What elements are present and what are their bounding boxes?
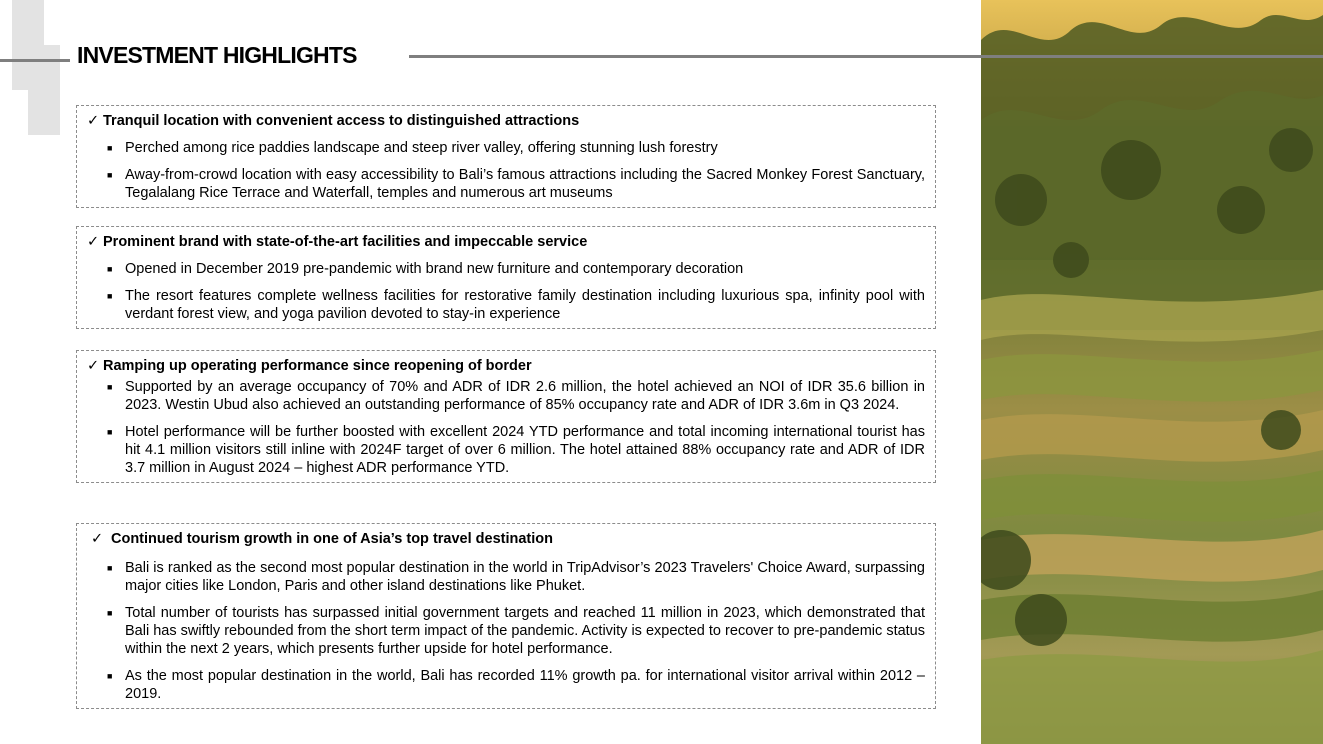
checkmark-icon: ✓	[91, 531, 104, 547]
bullet-text: As the most popular destination in the world, Bali has recorded 11% growth pa. for international visitor arrival within 2012 – 2019.	[125, 668, 925, 702]
title-rule-right	[409, 55, 1323, 58]
bullet-text: Perched among rice paddies landscape and steep river valley, offering stunning lush forestry	[125, 140, 718, 156]
bullet-list	[87, 559, 925, 703]
bullet-icon: ■	[107, 608, 113, 618]
highlight-section-brand	[76, 226, 936, 329]
bullet-list	[87, 139, 925, 202]
bullet-icon: ■	[107, 170, 113, 180]
checkmark-icon: ✓	[87, 358, 100, 374]
section-heading-text: Prominent brand with state-of-the-art facilities and impeccable service	[103, 234, 588, 250]
rice-terrace-photo	[981, 0, 1323, 744]
list-item	[87, 378, 925, 414]
bullet-icon: ■	[107, 671, 113, 681]
bullet-text: Hotel performance will be further boosted with excellent 2024 YTD performance and total incoming international tourist has hit 4.1 million visitors still inline with 2024F target of over 6 million. The hotel attained 88% occupancy rate and ADR of IDR 3.7 million in August 2024 – highest ADR performance YTD.	[125, 424, 925, 476]
section-heading	[87, 233, 925, 251]
bullet-text: Bali is ranked as the second most popular destination in the world in TripAdvisor’s 2023 Travelers' Choice Award, surpassing major cities like London, Paris and other island destinations like Phuket.	[125, 560, 925, 594]
bullet-icon: ■	[107, 264, 113, 274]
section-heading-text: Continued tourism growth in one of Asia’s top travel destination	[111, 531, 553, 547]
highlight-section-location	[76, 105, 936, 208]
bullet-list	[87, 378, 925, 477]
bullet-text: Opened in December 2019 pre-pandemic with brand new furniture and contemporary decoration	[125, 261, 744, 277]
bullet-icon: ■	[107, 563, 113, 573]
list-item	[87, 260, 925, 278]
list-item	[87, 287, 925, 323]
bullet-icon: ■	[107, 382, 113, 392]
section-heading	[87, 357, 925, 375]
bullet-list	[87, 260, 925, 323]
bullet-text: Supported by an average occupancy of 70% and ADR of IDR 2.6 million, the hotel achieved an NOI of IDR 35.6 billion in 2023. Westin Ubud also achieved an outstanding performance of 85% occupancy rate and ADR of IDR 3.6m in Q3 2024.	[125, 379, 925, 413]
section-heading-text: Tranquil location with convenient access to distinguished attractions	[103, 113, 580, 129]
list-item	[87, 604, 925, 658]
list-item	[87, 139, 925, 157]
highlight-section-tourism	[76, 523, 936, 709]
list-item	[87, 559, 925, 595]
page-title: INVESTMENT HIGHLIGHTS	[77, 42, 357, 68]
bullet-text: Total number of tourists has surpassed initial government targets and reached 11 million in 2023, which demonstrated that Bali has swiftly rebounded from the short term impact of the pandemic. Activity is expected to recover to pre-pandemic status within the next 2 years, which presents further upside for hotel performance.	[125, 605, 925, 657]
section-heading-text: Ramping up operating performance since reopening of border	[103, 358, 532, 374]
list-item	[87, 423, 925, 477]
bullet-text: Away-from-crowd location with easy accessibility to Bali’s famous attractions including the Sacred Monkey Forest Sanctuary, Tegalalang Rice Terrace and Waterfall, temples and numerous art museums	[125, 167, 925, 201]
bullet-icon: ■	[107, 143, 113, 153]
bullet-icon: ■	[107, 291, 113, 301]
bullet-icon: ■	[107, 427, 113, 437]
highlight-section-performance	[76, 350, 936, 483]
section-heading	[87, 530, 925, 548]
rice-terrace-illustration	[981, 0, 1323, 744]
bullet-text: The resort features complete wellness facilities for restorative family destination including luxurious spa, infinity pool with verdant forest view, and yoga pavilion devoted to stay-in experience	[125, 288, 925, 322]
checkmark-icon: ✓	[87, 234, 100, 250]
checkmark-icon: ✓	[87, 113, 100, 129]
title-rule-left	[0, 59, 70, 62]
section-heading	[87, 112, 925, 130]
list-item	[87, 667, 925, 703]
list-item	[87, 166, 925, 202]
